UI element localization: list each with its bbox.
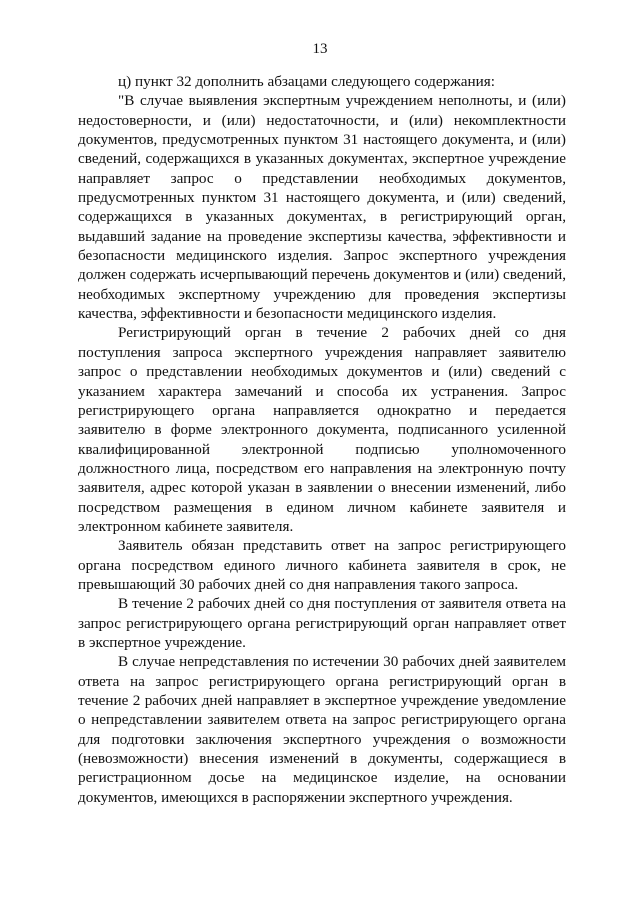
paragraph-forward-response: В течение 2 рабочих дней со дня поступления от заявителя ответа на запрос регистрирующего органа регистрирующий орган направляет ответ в экспертное учреждение.: [78, 595, 566, 651]
paragraph-non-submission: В случае непредставления по истечении 30 рабочих дней заявителем ответа на запрос регистрирующего органа регистрирующий орган в течение 2 рабочих дней направляет в экспертное учреждение уведомление о непредставлении заявителем ответа на запрос регистрирующего органа для подготовки заключения экспертного учреждения о возможности (невозможности) внесения изменений в документы, содержащиеся в регистрационном досье на медицинское изделие, на основании документов, имеющихся в распоряжении экспертного учреждения.: [78, 653, 566, 806]
paragraph-registering-authority-request: Регистрирующий орган в течение 2 рабочих дней со дня поступления запроса экспертного учреждения направляет заявителю запрос о представлении необходимых документов и (или) сведений с указанием характера замечаний и способа их устранения. Запрос регистрирующего органа направляется однократно и передается заявителю в форме электронного документа, подписанного усиленной квалифицированной электронной подписью уполномоченного должностного лица, посредством его направления на электронную почту заявителя, адрес которой указан в заявлении о внесении изменений, либо посредством размещения в едином личном кабинете заявителя и электронном кабинете заявителя.: [78, 324, 566, 535]
paragraph-applicant-response: Заявитель обязан представить ответ на запрос регистрирующего органа посредством единого личного кабинета заявителя в срок, не превышающий 30 рабочих дней со дня направления такого запроса.: [78, 537, 566, 593]
paragraph-amendment-intro: ц) пункт 32 дополнить абзацами следующего содержания:: [118, 73, 495, 90]
page-number: 13: [312, 41, 328, 57]
paragraph-expert-request: "В случае выявления экспертным учреждением неполноты, и (или) недостоверности, и (или) недостаточности, и (или) некомплектности документов, предусмотренных пунктом 31 настоящего документа, и (или) сведений, содержащихся в указанных документах, экспертное учреждение направляет запрос о представлении необходимых документов, предусмотренных пунктом 31 настоящего документа, и (или) сведений, содержащихся в указанных документах, в регистрирующий орган, выдавший задание на проведение экспертизы качества, эффективности и безопасности медицинского изделия. Запрос экспертного учреждения должен содержать исчерпывающий перечень документов и (или) сведений, необходимых экспертному учреждению для проведения экспертизы качества, эффективности и безопасности медицинского изделия.: [78, 92, 566, 323]
document-body: [78, 72, 566, 807]
